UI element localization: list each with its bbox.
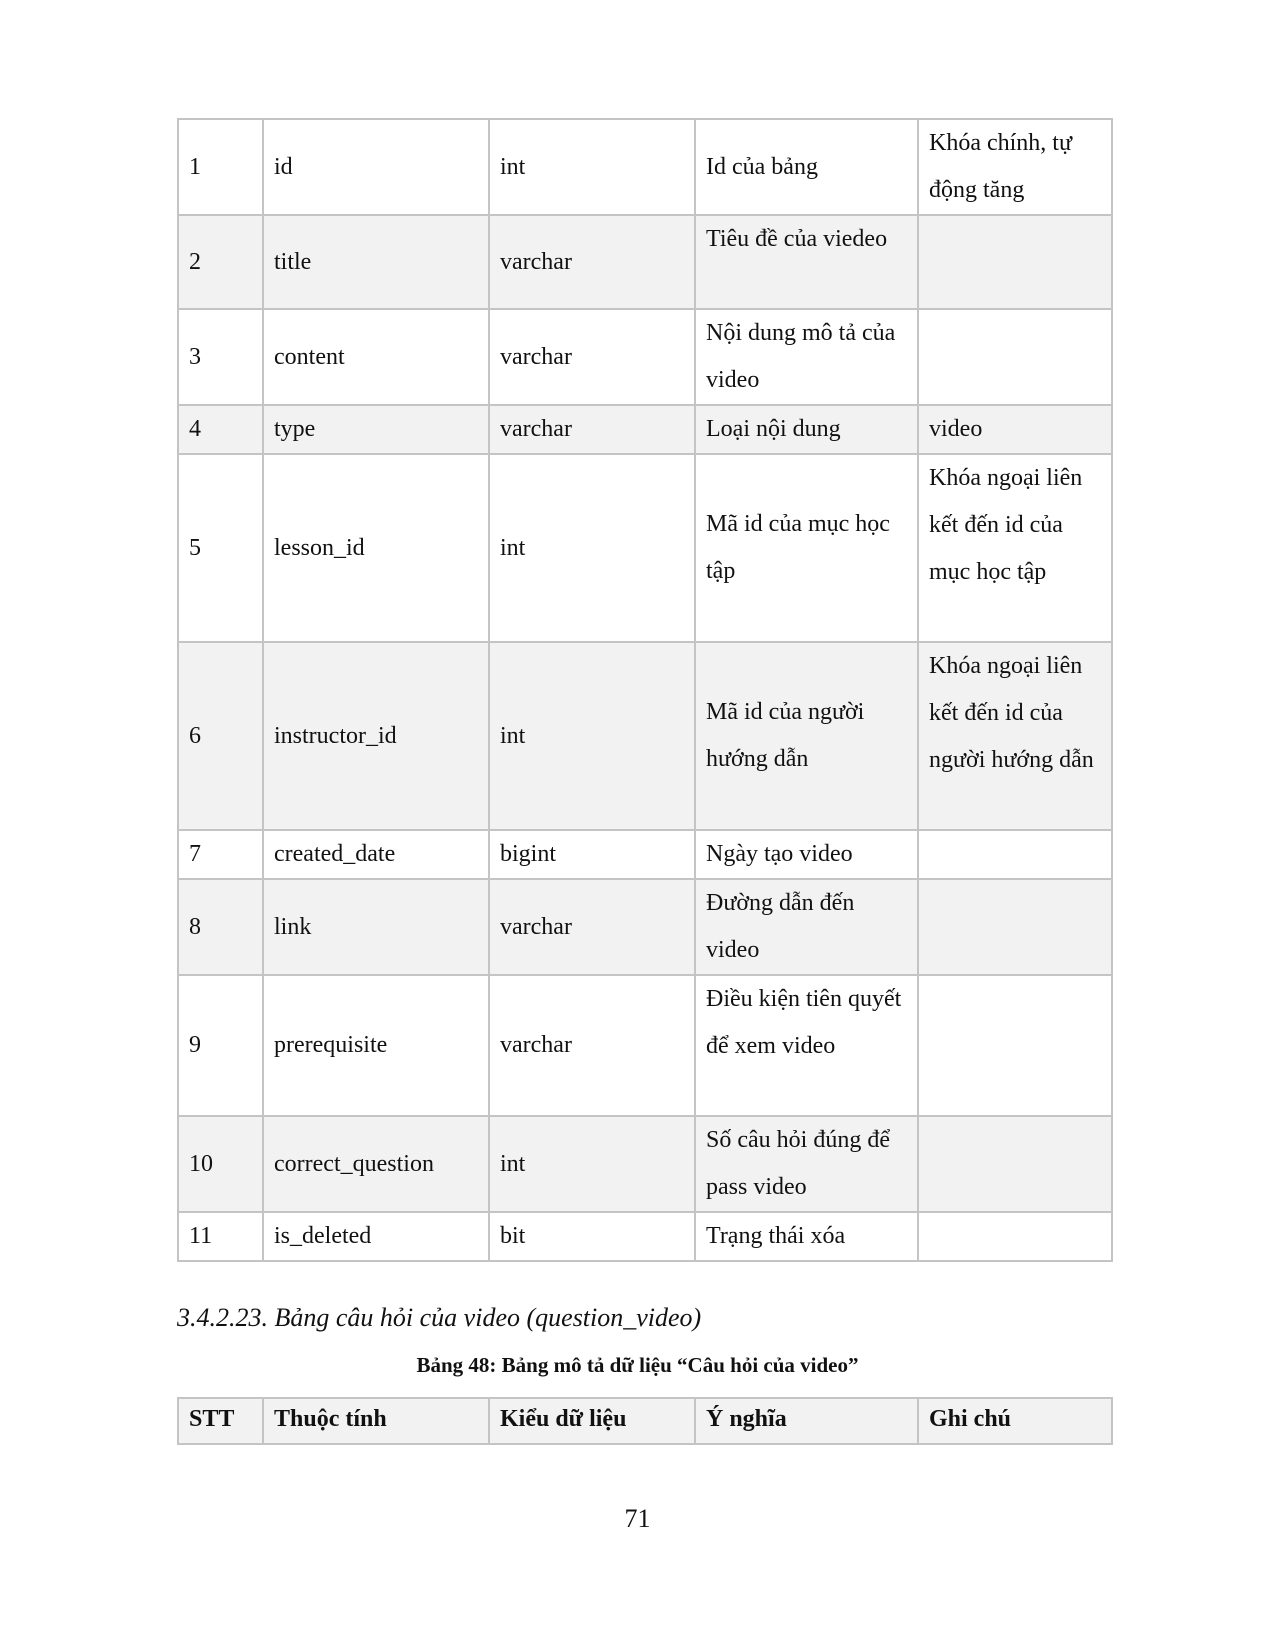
cell-attribute: instructor_id xyxy=(263,642,489,830)
cell-attribute: title xyxy=(263,215,489,309)
cell-meaning: Điều kiện tiên quyết để xem video xyxy=(695,975,918,1116)
cell-data-type: varchar xyxy=(489,309,695,405)
table-row xyxy=(178,1212,1112,1261)
cell-stt: 8 xyxy=(178,879,263,975)
table-row xyxy=(178,215,1112,309)
cell-attribute: lesson_id xyxy=(263,454,489,642)
table-row xyxy=(178,1116,1112,1212)
cell-data-type: varchar xyxy=(489,215,695,309)
table-row xyxy=(178,879,1112,975)
table-row xyxy=(178,405,1112,454)
cell-data-type: int xyxy=(489,1116,695,1212)
page-number: 71 xyxy=(624,1504,651,1533)
cell-attribute: type xyxy=(263,405,489,454)
cell-attribute: content xyxy=(263,309,489,405)
header-data-type: Kiểu dữ liệu xyxy=(489,1398,695,1444)
cell-note: video xyxy=(918,405,1112,454)
cell-stt: 4 xyxy=(178,405,263,454)
cell-meaning: Mã id của mục học tập xyxy=(695,454,918,642)
header-stt: STT xyxy=(178,1398,263,1444)
cell-stt: 3 xyxy=(178,309,263,405)
cell-attribute: link xyxy=(263,879,489,975)
next-table-header xyxy=(177,1397,1113,1445)
cell-attribute: is_deleted xyxy=(263,1212,489,1261)
cell-note xyxy=(918,1116,1112,1212)
cell-stt: 1 xyxy=(178,119,263,215)
section-heading: 3.4.2.23. Bảng câu hỏi của video (question_video) xyxy=(177,1303,702,1332)
cell-data-type: bigint xyxy=(489,830,695,879)
table-row xyxy=(178,119,1112,215)
table-row xyxy=(178,642,1112,830)
cell-meaning: Số câu hỏi đúng để pass video xyxy=(695,1116,918,1212)
cell-meaning: Mã id của người hướng dẫn xyxy=(695,642,918,830)
cell-note xyxy=(918,309,1112,405)
data-description-table xyxy=(177,118,1113,1262)
table-header-row xyxy=(178,1398,1112,1444)
table-row xyxy=(178,454,1112,642)
cell-stt: 5 xyxy=(178,454,263,642)
table-row xyxy=(178,830,1112,879)
cell-attribute: prerequisite xyxy=(263,975,489,1116)
table-caption: Bảng 48: Bảng mô tả dữ liệu “Câu hỏi của video” xyxy=(416,1353,859,1377)
cell-meaning: Ngày tạo video xyxy=(695,830,918,879)
cell-data-type: int xyxy=(489,642,695,830)
table-row xyxy=(178,309,1112,405)
header-meaning: Ý nghĩa xyxy=(695,1398,918,1444)
cell-note xyxy=(918,1212,1112,1261)
header-note: Ghi chú xyxy=(918,1398,1112,1444)
cell-data-type: int xyxy=(489,119,695,215)
cell-data-type: varchar xyxy=(489,975,695,1116)
cell-data-type: int xyxy=(489,454,695,642)
cell-stt: 2 xyxy=(178,215,263,309)
cell-data-type: varchar xyxy=(489,879,695,975)
cell-attribute: created_date xyxy=(263,830,489,879)
cell-note xyxy=(918,975,1112,1116)
cell-stt: 6 xyxy=(178,642,263,830)
cell-meaning: Nội dung mô tả của video xyxy=(695,309,918,405)
cell-note xyxy=(918,215,1112,309)
cell-stt: 7 xyxy=(178,830,263,879)
cell-meaning: Đường dẫn đến video xyxy=(695,879,918,975)
cell-meaning: Loại nội dung xyxy=(695,405,918,454)
cell-meaning: Trạng thái xóa xyxy=(695,1212,918,1261)
cell-attribute: correct_question xyxy=(263,1116,489,1212)
cell-stt: 9 xyxy=(178,975,263,1116)
header-attribute: Thuộc tính xyxy=(263,1398,489,1444)
cell-note xyxy=(918,830,1112,879)
cell-attribute: id xyxy=(263,119,489,215)
cell-note: Khóa ngoại liên kết đến id của người hướng dẫn xyxy=(918,642,1112,830)
cell-data-type: varchar xyxy=(489,405,695,454)
table-row xyxy=(178,975,1112,1116)
cell-note xyxy=(918,879,1112,975)
cell-stt: 10 xyxy=(178,1116,263,1212)
cell-note: Khóa ngoại liên kết đến id của mục học tập xyxy=(918,454,1112,642)
cell-meaning: Id của bảng xyxy=(695,119,918,215)
cell-data-type: bit xyxy=(489,1212,695,1261)
cell-note: Khóa chính, tự động tăng xyxy=(918,119,1112,215)
cell-stt: 11 xyxy=(178,1212,263,1261)
cell-meaning: Tiêu đề của viedeo xyxy=(695,215,918,309)
